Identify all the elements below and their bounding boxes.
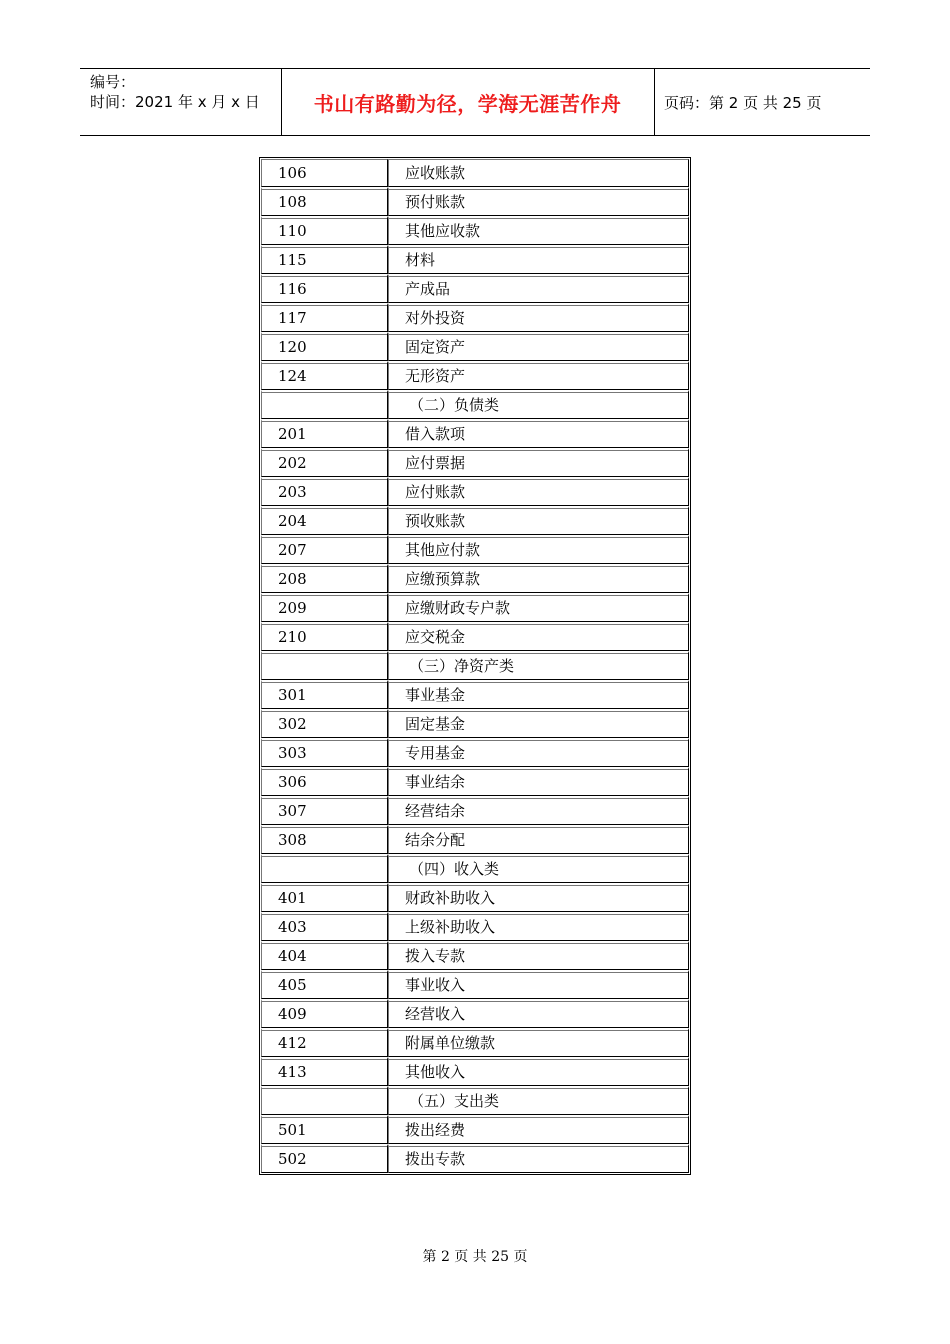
account-code-cell [261,1086,388,1115]
table-row [261,767,689,796]
account-code-cell: 207 [261,535,388,564]
table-row [261,303,689,332]
account-name-cell: 材料 [388,245,689,274]
account-name-cell: 拨出经费 [388,1115,689,1144]
account-name-cell: 应缴财政专户款 [388,593,689,622]
table-row [261,1086,689,1115]
table-row [261,274,689,303]
table-row [261,680,689,709]
table-row [261,854,689,883]
header-page-number: 页码：第 2 页 共 25 页 [664,93,822,112]
table-row [261,159,689,187]
account-code-cell: 204 [261,506,388,535]
account-code-cell [261,854,388,883]
table-row [261,477,689,506]
account-code-cell: 124 [261,361,388,390]
table-row [261,419,689,448]
table-row [261,622,689,651]
account-name-cell: 财政补助收入 [388,883,689,912]
category-heading-cell: （五）支出类 [388,1086,689,1115]
account-code-cell: 303 [261,738,388,767]
account-name-cell: 附属单位缴款 [388,1028,689,1057]
account-name-cell: 上级补助收入 [388,912,689,941]
table-row [261,1057,689,1086]
account-name-cell: 经营收入 [388,999,689,1028]
account-name-cell: 应交税金 [388,622,689,651]
table-row [261,941,689,970]
account-code-cell: 405 [261,970,388,999]
table-row [261,593,689,622]
table-row [261,564,689,593]
account-name-cell: 结余分配 [388,825,689,854]
account-code-cell: 202 [261,448,388,477]
account-code-cell: 210 [261,622,388,651]
account-name-cell: 借入款项 [388,419,689,448]
account-code-cell: 116 [261,274,388,303]
document-time-label: 时间：2021 年 x 月 x 日 [90,93,260,111]
header-motto: 书山有路勤为径，学海无涯苦作舟 [313,91,622,116]
account-code-cell: 306 [261,767,388,796]
account-name-cell: 经营结余 [388,796,689,825]
account-name-cell: 预收账款 [388,506,689,535]
table-body [261,159,689,1173]
header-divider [654,69,655,135]
table-row [261,651,689,680]
table-row [261,796,689,825]
table-row [261,448,689,477]
account-code-cell: 404 [261,941,388,970]
table-row [261,187,689,216]
account-code-cell: 110 [261,216,388,245]
account-name-cell: 应付票据 [388,448,689,477]
account-code-cell: 208 [261,564,388,593]
account-name-cell: 应缴预算款 [388,564,689,593]
account-code-cell: 301 [261,680,388,709]
header-meta [90,72,280,112]
page-footer: 第 2 页 共 25 页 [422,1249,528,1265]
account-name-cell: 无形资产 [388,361,689,390]
table-row [261,1115,689,1144]
account-code-cell: 413 [261,1057,388,1086]
account-name-cell: 专用基金 [388,738,689,767]
account-name-cell: 固定基金 [388,709,689,738]
account-code-cell: 106 [261,159,388,187]
account-name-cell: 其他应付款 [388,535,689,564]
account-name-cell: 其他收入 [388,1057,689,1086]
account-name-cell: 预付账款 [388,187,689,216]
account-code-cell: 209 [261,593,388,622]
table-row [261,999,689,1028]
account-code-cell: 403 [261,912,388,941]
account-code-cell [261,651,388,680]
table-row [261,1144,689,1173]
table-row [261,361,689,390]
account-code-cell: 409 [261,999,388,1028]
document-number-label: 编号： [90,73,136,91]
table-row [261,709,689,738]
table-row [261,216,689,245]
account-code-cell: 412 [261,1028,388,1057]
account-name-cell: 事业基金 [388,680,689,709]
table-row [261,912,689,941]
table-row [261,825,689,854]
category-heading-cell: （二）负债类 [388,390,689,419]
account-name-cell: 应付账款 [388,477,689,506]
account-code-cell: 117 [261,303,388,332]
account-name-cell: 事业收入 [388,970,689,999]
category-heading-cell: （四）收入类 [388,854,689,883]
table-row [261,1028,689,1057]
category-heading-cell: （三）净资产类 [388,651,689,680]
table-row [261,535,689,564]
account-code-cell: 307 [261,796,388,825]
account-name-cell: 产成品 [388,274,689,303]
account-code-cell: 115 [261,245,388,274]
table-row [261,738,689,767]
table-row [261,970,689,999]
account-name-cell: 固定资产 [388,332,689,361]
table-row [261,245,689,274]
account-name-cell: 对外投资 [388,303,689,332]
account-code-cell: 502 [261,1144,388,1173]
account-code-cell: 501 [261,1115,388,1144]
account-name-cell: 拨出专款 [388,1144,689,1173]
table-row [261,390,689,419]
account-code-cell: 302 [261,709,388,738]
account-code-cell: 120 [261,332,388,361]
account-code-table [259,157,691,1175]
account-code-cell [261,390,388,419]
account-name-cell: 应收账款 [388,159,689,187]
account-code-cell: 201 [261,419,388,448]
account-name-cell: 其他应收款 [388,216,689,245]
table-row [261,332,689,361]
table-row [261,506,689,535]
account-name-cell: 事业结余 [388,767,689,796]
account-code-cell: 108 [261,187,388,216]
account-name-cell: 拨入专款 [388,941,689,970]
account-code-cell: 203 [261,477,388,506]
page-header [80,68,870,136]
table-row [261,883,689,912]
account-code-cell: 308 [261,825,388,854]
account-code-cell: 401 [261,883,388,912]
